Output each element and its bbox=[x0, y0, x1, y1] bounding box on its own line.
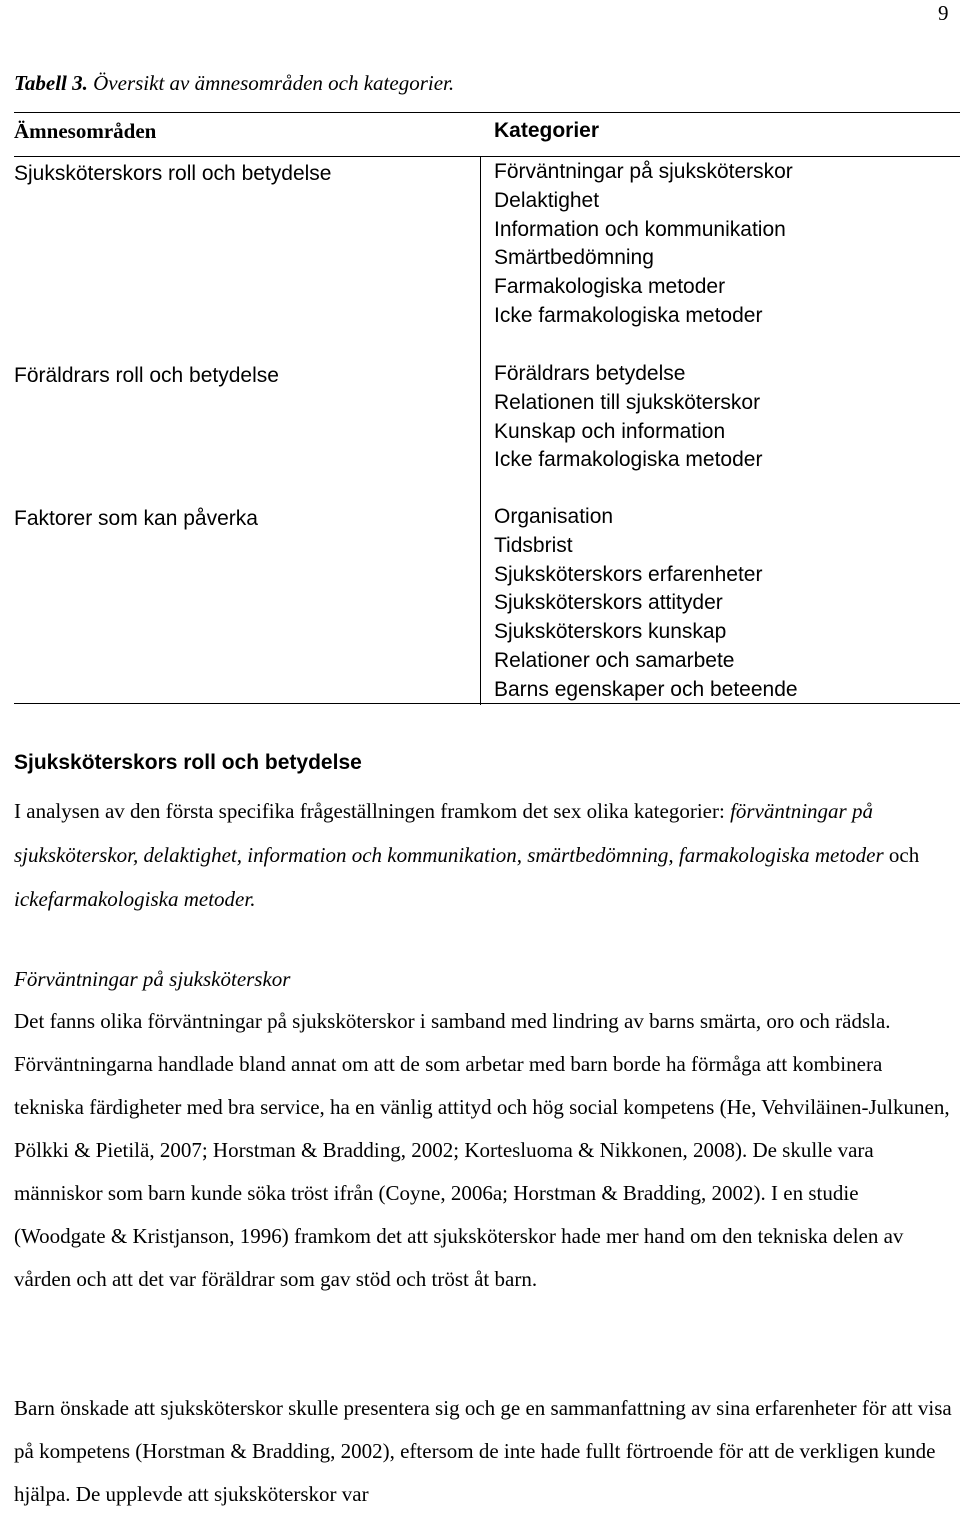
header-areas: Ämnesområden bbox=[14, 119, 157, 143]
overview-table bbox=[14, 112, 960, 705]
categories-influencing-factors bbox=[494, 503, 798, 705]
area-influencing-factors: Faktorer som kan påverka bbox=[14, 507, 258, 530]
category-item: Farmakologiska metoder bbox=[494, 275, 726, 299]
categories-parents-role bbox=[494, 360, 762, 475]
category-item: Sjuksköterskors attityder bbox=[494, 591, 723, 615]
table-column-divider bbox=[480, 156, 481, 705]
intro-lead: I analysen av den första specifika frågeställningen framkom det sex olika kategorier: bbox=[14, 799, 731, 823]
category-item: Kunskap och information bbox=[494, 419, 726, 443]
category-item: Föräldrars betydelse bbox=[494, 362, 686, 385]
category-item: Icke farmakologiska metoder bbox=[494, 448, 763, 472]
category-item: Sjuksköterskors erfarenheter bbox=[494, 562, 763, 586]
categories-nurses-role bbox=[494, 158, 793, 331]
intro-list: förväntningar på sjuksköterskor, delaktighet, information och kommunikation, smärtbedömning, farmakologiska metoder bbox=[14, 799, 884, 867]
category-item: Delaktighet bbox=[494, 188, 600, 212]
table-top-rule bbox=[14, 112, 960, 113]
category-item: Organisation bbox=[494, 505, 614, 528]
area-nurses-role: Sjuksköterskors roll och betydelse bbox=[14, 162, 332, 185]
category-item: Information och kommunikation bbox=[494, 217, 786, 241]
section-heading: Sjuksköterskors roll och betydelse bbox=[14, 751, 362, 774]
body-paragraph-2: Barn önskade att sjuksköterskor skulle presentera sig och ge en sammanfattning av sina erfarenheter för att visa på kompetens (Horstman & Bradding, 2002), eftersom de inte hade fullt förtroende för att de verkligen kunde hjälpa. De upplevde att sjuksköterskor var bbox=[14, 1396, 952, 1506]
area-parents-role: Föräldrars roll och betydelse bbox=[14, 364, 279, 387]
category-item: Förväntningar på sjuksköterskor bbox=[494, 160, 793, 183]
intro-last: ickefarmakologiska metoder. bbox=[14, 887, 256, 911]
category-item: Sjuksköterskors kunskap bbox=[494, 620, 727, 644]
body-paragraph-1: Det fanns olika förväntningar på sjuksköterskor i samband med lindring av barns smärta, oro och rädsla. Förväntningarna handlade bland annat om att de som arbetar med barn borde ha förmåga att kombinera tekniska färdigheter med bra service, ha en vänlig attityd och hög social kompetens (He, Vehviläinen-Julkunen, Pölkki & Pietilä, 2007; Horstman & Bradding, 2002; Kortesluoma & Nikkonen, 2008). De skulle vara människor som barn kunde söka tröst ifrån (Coyne, 2006a; Horstman & Bradding, 2002). I en studie (Woodgate & Kristjanson, 1996) framkom det att sjuksköterskor hade mer hand om den tekniska delen av vården och att det var föräldrar som gav stöd och tröst åt barn. bbox=[14, 1009, 950, 1291]
category-item: Smärtbedömning bbox=[494, 246, 654, 270]
subheading: Förväntningar på sjuksköterskor bbox=[14, 967, 291, 991]
table-caption bbox=[14, 70, 454, 96]
intro-paragraph bbox=[14, 789, 954, 921]
table-bottom-rule bbox=[14, 703, 960, 704]
intro-conjunction: och bbox=[883, 843, 920, 867]
table-caption-label: Tabell 3. bbox=[14, 71, 88, 95]
category-item: Icke farmakologiska metoder bbox=[494, 303, 763, 327]
table-header-rule bbox=[14, 156, 960, 157]
category-item: Relationen till sjuksköterskor bbox=[494, 390, 761, 414]
category-item: Relationer och samarbete bbox=[494, 648, 735, 672]
page-number: 9 bbox=[938, 1, 949, 25]
category-item: Barns egenskaper och beteende bbox=[494, 677, 798, 701]
category-item: Tidsbrist bbox=[494, 533, 573, 557]
table-caption-text: Översikt av ämnesområden och kategorier. bbox=[87, 71, 455, 95]
header-categories: Kategorier bbox=[494, 119, 600, 142]
